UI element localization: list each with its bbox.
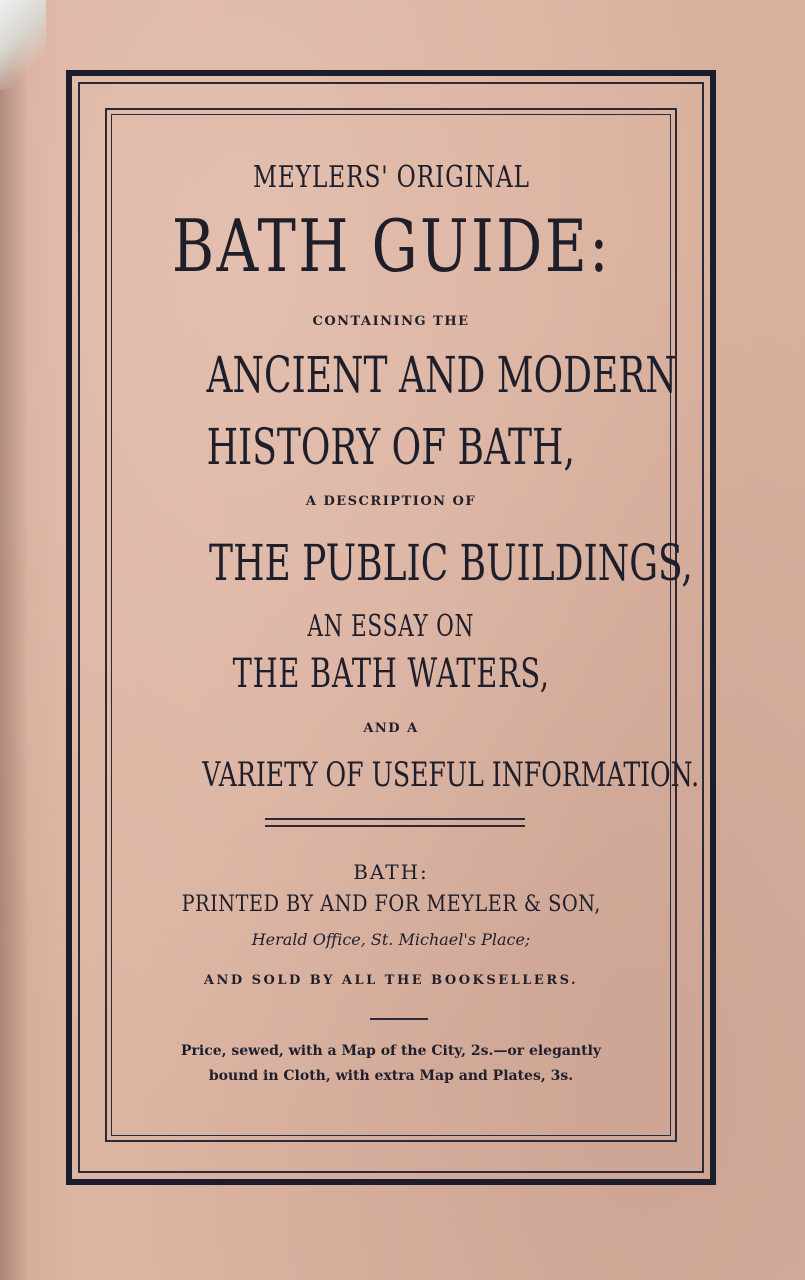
imprint-place: BATH: (353, 860, 429, 884)
main-title: BATH GUIDE: (171, 204, 611, 288)
public-line-wrap (115, 534, 693, 592)
essay-line-wrap (115, 609, 667, 644)
imprint-address: Herald Office, St. Michael's Place; (251, 930, 531, 949)
ancient-modern-heading: ANCIENT AND MODERN (206, 346, 677, 404)
printed-line-wrap (115, 892, 667, 917)
variety-heading: VARIETY OF USEFUL INFORMATION. (202, 755, 700, 795)
bath-waters-heading: THE BATH WATERS, (232, 651, 550, 697)
public-buildings-heading: THE PUBLIC BUILDINGS, (209, 534, 693, 592)
publisher-heading: MEYLERS' ORIGINAL (252, 160, 530, 195)
containing-line: CONTAINING THE (312, 314, 470, 329)
imprint-sold-by: AND SOLD BY ALL THE BOOKSELLERS. (203, 973, 579, 988)
title-page-content (115, 118, 700, 1132)
spine-shadow (0, 0, 28, 1280)
short-rule-divider (370, 1018, 428, 1020)
ancient-line-wrap (115, 346, 677, 404)
description-line: A DESCRIPTION OF (305, 494, 477, 509)
history-heading: HISTORY OF BATH, (206, 418, 576, 476)
essay-heading: AN ESSAY ON (307, 609, 475, 644)
imprint-printer: PRINTED BY AND FOR MEYLER & SON, (181, 892, 601, 917)
corner-wear (0, 0, 46, 90)
double-rule-divider (265, 818, 525, 827)
guide-line-wrap (115, 204, 667, 288)
and-a-line: AND A (363, 721, 419, 736)
original-line-wrap (115, 160, 667, 195)
price-line-2: bound in Cloth, with extra Map and Plates, 3s. (208, 1068, 574, 1084)
variety-line-wrap (115, 755, 700, 795)
price-line-1: Price, sewed, with a Map of the City, 2s.—or elegantly (180, 1043, 602, 1059)
history-line-wrap (115, 418, 667, 476)
waters-line-wrap (115, 651, 667, 697)
